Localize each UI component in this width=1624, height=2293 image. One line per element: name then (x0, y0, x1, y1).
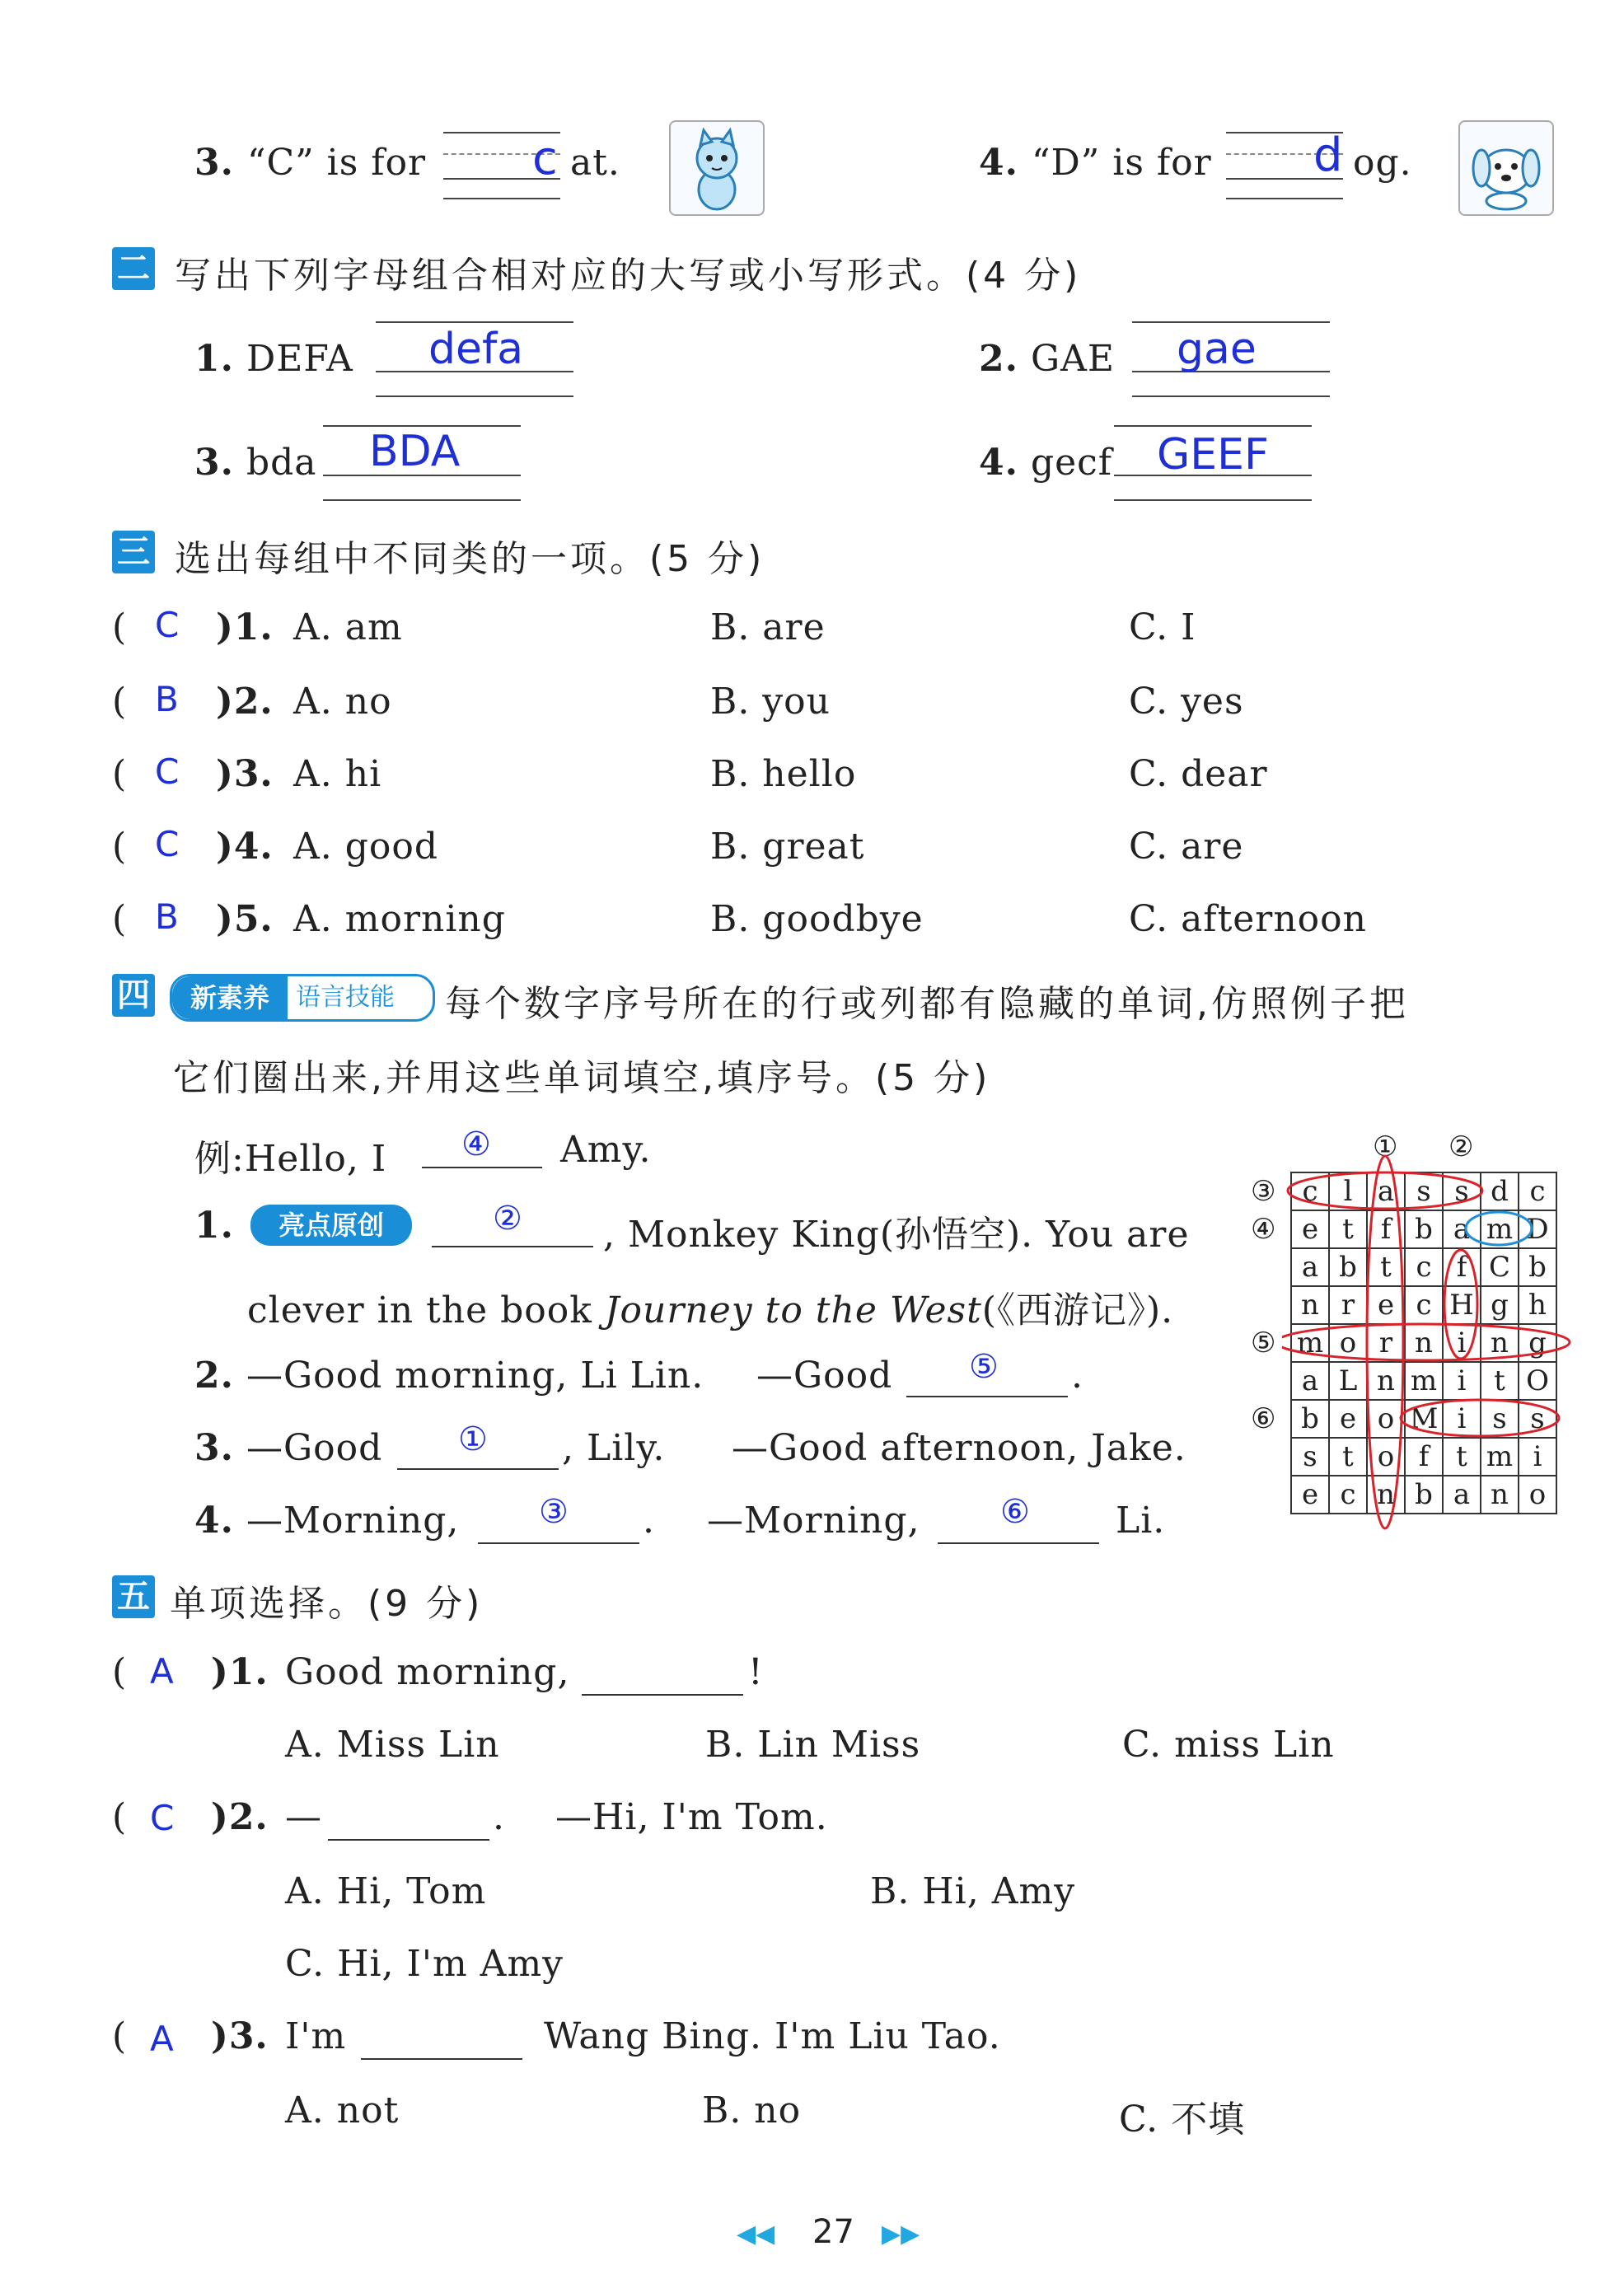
grid-cell[interactable]: b (1405, 1476, 1443, 1514)
dog-picture (1458, 120, 1554, 216)
s3-row-option-a: A. good (293, 826, 439, 868)
s3-row-answer[interactable]: B (155, 679, 179, 719)
section4-number: 四 (112, 974, 155, 1017)
grid-cell[interactable]: n (1291, 1286, 1329, 1324)
s4-q2-tail: . (1071, 1355, 1083, 1397)
grid-cell[interactable]: C (1481, 1248, 1519, 1286)
s5-q1-stem: Good morning, (285, 1651, 570, 1693)
s3-row-option-c: C. yes (1129, 681, 1244, 723)
s4-q3-blank (397, 1468, 559, 1470)
new-literacy-badge (170, 974, 435, 1022)
highlight-original-badge: 亮点原创 (250, 1205, 412, 1246)
circle-col2 (1444, 1250, 1477, 1359)
s5-q3-tail: Wang Bing. I'm Liu Tao. (544, 2015, 1001, 2057)
s3-row-option-a: A. morning (293, 898, 506, 940)
grid-cell[interactable]: b (1291, 1400, 1329, 1438)
grid-cell[interactable]: n (1405, 1324, 1443, 1362)
s5-q1-tail: ! (748, 1651, 764, 1693)
grid-answer-circles (1282, 1147, 1595, 1542)
s5-q1-option-b[interactable]: B. Lin Miss (705, 1724, 921, 1766)
grid-cell[interactable]: m (1291, 1324, 1329, 1362)
s3-row-option-c: C. are (1129, 826, 1244, 868)
s5-q3-option-c[interactable]: C. 不填 (1119, 2099, 1246, 2141)
s2-item1-answer[interactable]: defa (428, 325, 524, 374)
grid-cell[interactable]: a (1443, 1476, 1481, 1514)
grid-cell[interactable]: c (1519, 1172, 1556, 1210)
s4-q2-answer[interactable]: ⑤ (969, 1348, 999, 1386)
grid-cell[interactable]: e (1291, 1210, 1329, 1248)
s5-q2-reply: —Hi, I'm Tom. (555, 1796, 828, 1838)
s4-q4-tail: Li. (1116, 1500, 1166, 1542)
s4-q4-answer2[interactable]: ⑥ (1000, 1493, 1030, 1531)
s3-row-answer[interactable]: C (155, 605, 180, 645)
circle-row4 (1466, 1212, 1532, 1245)
s4-q4-c: —Morning, (707, 1500, 920, 1542)
grid-cell[interactable]: s (1291, 1438, 1329, 1476)
grid-cell[interactable]: D (1519, 1210, 1556, 1248)
s4-q1-num: 1. (194, 1205, 234, 1247)
s4-q2: 2. —Good morning, Li Lin. (194, 1355, 704, 1397)
grid-cell[interactable]: L (1329, 1362, 1367, 1400)
s5-q3-paren: ( (112, 2015, 128, 2057)
grid-cell[interactable]: g (1519, 1324, 1556, 1362)
grid-cell[interactable]: a (1291, 1362, 1329, 1400)
s4-q3-b: , Lily. (562, 1427, 666, 1469)
grid-cell[interactable]: i (1443, 1362, 1481, 1400)
grid-cell[interactable]: f (1405, 1438, 1443, 1476)
q4-text: “D” is for (1032, 142, 1212, 184)
s5-q1-option-c[interactable]: C. miss Lin (1122, 1724, 1335, 1766)
grid-cell[interactable]: o (1367, 1400, 1405, 1438)
grid-cell[interactable]: c (1405, 1248, 1443, 1286)
s5-q3-stem: I'm (285, 2015, 347, 2057)
grid-row-label: ⑤ (1251, 1327, 1276, 1359)
s4-q3-c: —Good afternoon, Jake. (732, 1427, 1186, 1469)
s2-item2: 2. GAE (979, 338, 1115, 380)
grid-cell[interactable]: o (1329, 1324, 1367, 1362)
s2-item3: 3. bda (194, 442, 317, 484)
badge-main: 新素养 (172, 976, 288, 1019)
grid-cell[interactable]: t (1329, 1438, 1367, 1476)
s4-q2-b: —Good (756, 1355, 893, 1397)
grid-row-label: ④ (1251, 1213, 1276, 1246)
grid-cell[interactable]: m (1405, 1362, 1443, 1400)
grid-col-label: ② (1448, 1130, 1474, 1163)
s3-row-option-c: C. I (1129, 606, 1196, 648)
section3-title: 选出每组中不同类的一项。(5 分) (175, 538, 765, 580)
s4-q4-b: . (643, 1500, 655, 1542)
q4-num: 4. (979, 142, 1018, 184)
grid-cell[interactable]: a (1367, 1172, 1405, 1210)
s5-q2-num: )2. (211, 1796, 269, 1838)
s3-row-option-b: B. are (710, 606, 826, 648)
example-answer[interactable]: ④ (461, 1125, 491, 1163)
s5-q2-option-a[interactable]: A. Hi, Tom (285, 1870, 487, 1912)
grid-cell[interactable]: m (1481, 1210, 1519, 1248)
s3-row-num: )1. (216, 606, 274, 648)
grid-cell[interactable]: t (1367, 1248, 1405, 1286)
section5-title: 单项选择。(9 分) (170, 1583, 484, 1625)
cat-picture (669, 120, 765, 216)
grid-cell[interactable]: c (1405, 1286, 1443, 1324)
s3-row-option-a: A. am (293, 606, 403, 648)
section5-number: 五 (112, 1575, 155, 1618)
example-tail: Amy. (560, 1129, 652, 1171)
grid-cell[interactable]: n (1481, 1324, 1519, 1362)
s3-row-option-b: B. great (710, 826, 865, 868)
s4-q4-answer1[interactable]: ③ (539, 1493, 569, 1531)
grid-cell[interactable]: s (1481, 1400, 1519, 1438)
section4-title-line2: 它们圈出来,并用这些单词填空,填序号。(5 分) (173, 1057, 991, 1099)
grid-row-label: ⑥ (1251, 1402, 1276, 1435)
grid-cell[interactable]: e (1291, 1476, 1329, 1514)
grid-cell[interactable]: l (1329, 1172, 1367, 1210)
grid-cell[interactable]: s (1405, 1172, 1443, 1210)
example-blank (422, 1167, 542, 1168)
s2-item3-answer[interactable]: BDA (369, 427, 461, 476)
s5-q3-num: )3. (211, 2015, 269, 2057)
s3-row-option-b: B. hello (710, 753, 857, 795)
s3-row-option-a: A. hi (293, 753, 382, 795)
s5-q1-paren: ( (112, 1651, 128, 1693)
s5-q1-blank (582, 1694, 743, 1696)
s5-q3-blank (361, 2058, 522, 2060)
q4-answer[interactable]: d (1313, 129, 1343, 182)
grid-cell[interactable]: i (1443, 1324, 1481, 1362)
s3-row-open-paren: ( (112, 681, 128, 723)
s3-row-answer[interactable]: C (155, 751, 180, 792)
grid-cell[interactable]: i (1443, 1400, 1481, 1438)
s3-row-option-c: C. afternoon (1129, 898, 1367, 940)
s3-row-open-paren: ( (112, 826, 128, 868)
grid-cell[interactable]: h (1519, 1286, 1556, 1324)
s3-row-open-paren: ( (112, 753, 128, 795)
grid-col-label: ① (1373, 1130, 1398, 1163)
next-page-arrows[interactable]: ▶▶ (882, 2220, 920, 2249)
s4-q1-answer[interactable]: ② (493, 1200, 522, 1238)
s3-row-num: )3. (216, 753, 274, 795)
section2-number: 二 (112, 247, 155, 290)
s3-row-option-b: B. goodbye (710, 898, 924, 940)
s4-q4: 4. —Morning, (194, 1500, 460, 1542)
s3-row-option-b: B. you (710, 681, 831, 723)
example-label: 例:Hello, I (194, 1138, 387, 1180)
s5-q2-option-b[interactable]: B. Hi, Amy (870, 1870, 1076, 1912)
grid-cell[interactable]: c (1329, 1476, 1367, 1514)
grid-cell[interactable]: a (1291, 1248, 1329, 1286)
circle-row6 (1401, 1400, 1559, 1436)
grid-cell[interactable]: M (1405, 1400, 1443, 1438)
grid-cell[interactable]: n (1367, 1362, 1405, 1400)
q4-tail: og. (1353, 142, 1412, 184)
s4-q3-answer[interactable]: ① (458, 1420, 488, 1458)
grid-cell[interactable]: n (1367, 1476, 1405, 1514)
grid-cell[interactable]: s (1443, 1172, 1481, 1210)
grid-cell[interactable]: a (1443, 1210, 1481, 1248)
badge-sub: 语言技能 (296, 983, 395, 1012)
s4-q1-blank (432, 1246, 593, 1247)
q3-num: 3. (194, 142, 234, 184)
s5-q2-blank (328, 1839, 489, 1841)
s5-q3-option-b[interactable]: B. no (702, 2089, 802, 2132)
s2-item4: 4. gecf (979, 442, 1113, 484)
grid-cell[interactable]: r (1367, 1324, 1405, 1362)
s3-row-answer[interactable]: C (155, 824, 180, 864)
grid-cell[interactable]: c (1291, 1172, 1329, 1210)
grid-cell[interactable]: e (1367, 1286, 1405, 1324)
circle-row5 (1282, 1324, 1570, 1360)
grid-cell[interactable]: d (1481, 1172, 1519, 1210)
book-title: Journey to the West (604, 1289, 982, 1331)
grid-cell[interactable]: s (1519, 1400, 1556, 1438)
s4-q4-blank1 (478, 1542, 639, 1544)
grid-cell[interactable]: i (1519, 1438, 1556, 1476)
s4-q4-blank2 (938, 1542, 1099, 1544)
s3-row-open-paren: ( (112, 898, 128, 940)
q3-answer[interactable]: c (532, 132, 558, 185)
section2-title: 写出下列字母组合相对应的大写或小写形式。(4 分) (175, 255, 1082, 297)
grid-cell[interactable]: o (1519, 1476, 1556, 1514)
s5-q3-answer[interactable]: A (150, 2019, 174, 2059)
s5-q1-num: )1. (211, 1651, 269, 1693)
grid-cell[interactable]: f (1367, 1210, 1405, 1248)
s5-q2-paren: ( (112, 1796, 128, 1838)
grid-cell[interactable]: m (1481, 1438, 1519, 1476)
s3-row-num: )2. (216, 681, 274, 723)
s4-q1-text: , Monkey King(孙悟空). You are (603, 1214, 1190, 1256)
grid-cell[interactable]: b (1519, 1248, 1556, 1286)
s5-q3-option-a[interactable]: A. not (285, 2089, 400, 2132)
circle-row3 (1288, 1172, 1482, 1209)
section4-title-line1: 每个数字序号所在的行或列都有隐藏的单词,仿照例子把 (445, 983, 1409, 1025)
grid-cell[interactable]: r (1329, 1286, 1367, 1324)
prev-page-arrows[interactable]: ◀◀ (737, 2220, 775, 2249)
section3-number: 三 (112, 531, 155, 573)
s5-q2-tail: . (493, 1796, 505, 1838)
q3-text: “C” is for (247, 142, 427, 184)
grid-cell[interactable]: o (1367, 1438, 1405, 1476)
s5-q1-option-a[interactable]: A. Miss Lin (285, 1724, 500, 1766)
s3-row-answer[interactable]: B (155, 896, 179, 937)
s4-q3: 3. —Good (194, 1427, 383, 1469)
grid-cell[interactable]: t (1481, 1362, 1519, 1400)
s3-row-open-paren: ( (112, 606, 128, 648)
grid-cell[interactable]: H (1443, 1286, 1481, 1324)
grid-cell[interactable]: b (1329, 1248, 1367, 1286)
s3-row-num: )4. (216, 826, 274, 868)
grid-cell[interactable]: t (1443, 1438, 1481, 1476)
grid-cell[interactable]: f (1443, 1248, 1481, 1286)
s3-row-num: )5. (216, 898, 274, 940)
s2-item1: 1. DEFA (194, 338, 353, 380)
s5-q2-answer[interactable]: C (150, 1798, 175, 1838)
s2-item4-answer[interactable]: GEEF (1157, 430, 1269, 480)
s3-row-option-c: C. dear (1129, 753, 1268, 795)
grid-cell[interactable]: O (1519, 1362, 1556, 1400)
grid-cell[interactable]: b (1405, 1210, 1443, 1248)
s3-row-option-a: A. no (293, 681, 392, 723)
page-number: 27 (812, 2213, 854, 2251)
s4-q2-blank (906, 1396, 1068, 1397)
grid-cell[interactable]: e (1329, 1400, 1367, 1438)
s4-q1-line2: clever in the book Journey to the West(《西游记》). (247, 1289, 1174, 1331)
grid-row-label: ③ (1251, 1175, 1276, 1208)
circle-col1 (1367, 1156, 1403, 1528)
s5-q2-dash: — (285, 1796, 322, 1838)
grid-cell[interactable]: g (1481, 1286, 1519, 1324)
grid-cell[interactable]: n (1481, 1476, 1519, 1514)
s5-q1-answer[interactable]: A (150, 1651, 174, 1692)
q3-tail: at. (570, 142, 620, 184)
s5-q2-option-c[interactable]: C. Hi, I'm Amy (285, 1943, 564, 1985)
s2-item2-answer[interactable]: gae (1177, 325, 1257, 374)
grid-cell[interactable]: t (1329, 1210, 1367, 1248)
